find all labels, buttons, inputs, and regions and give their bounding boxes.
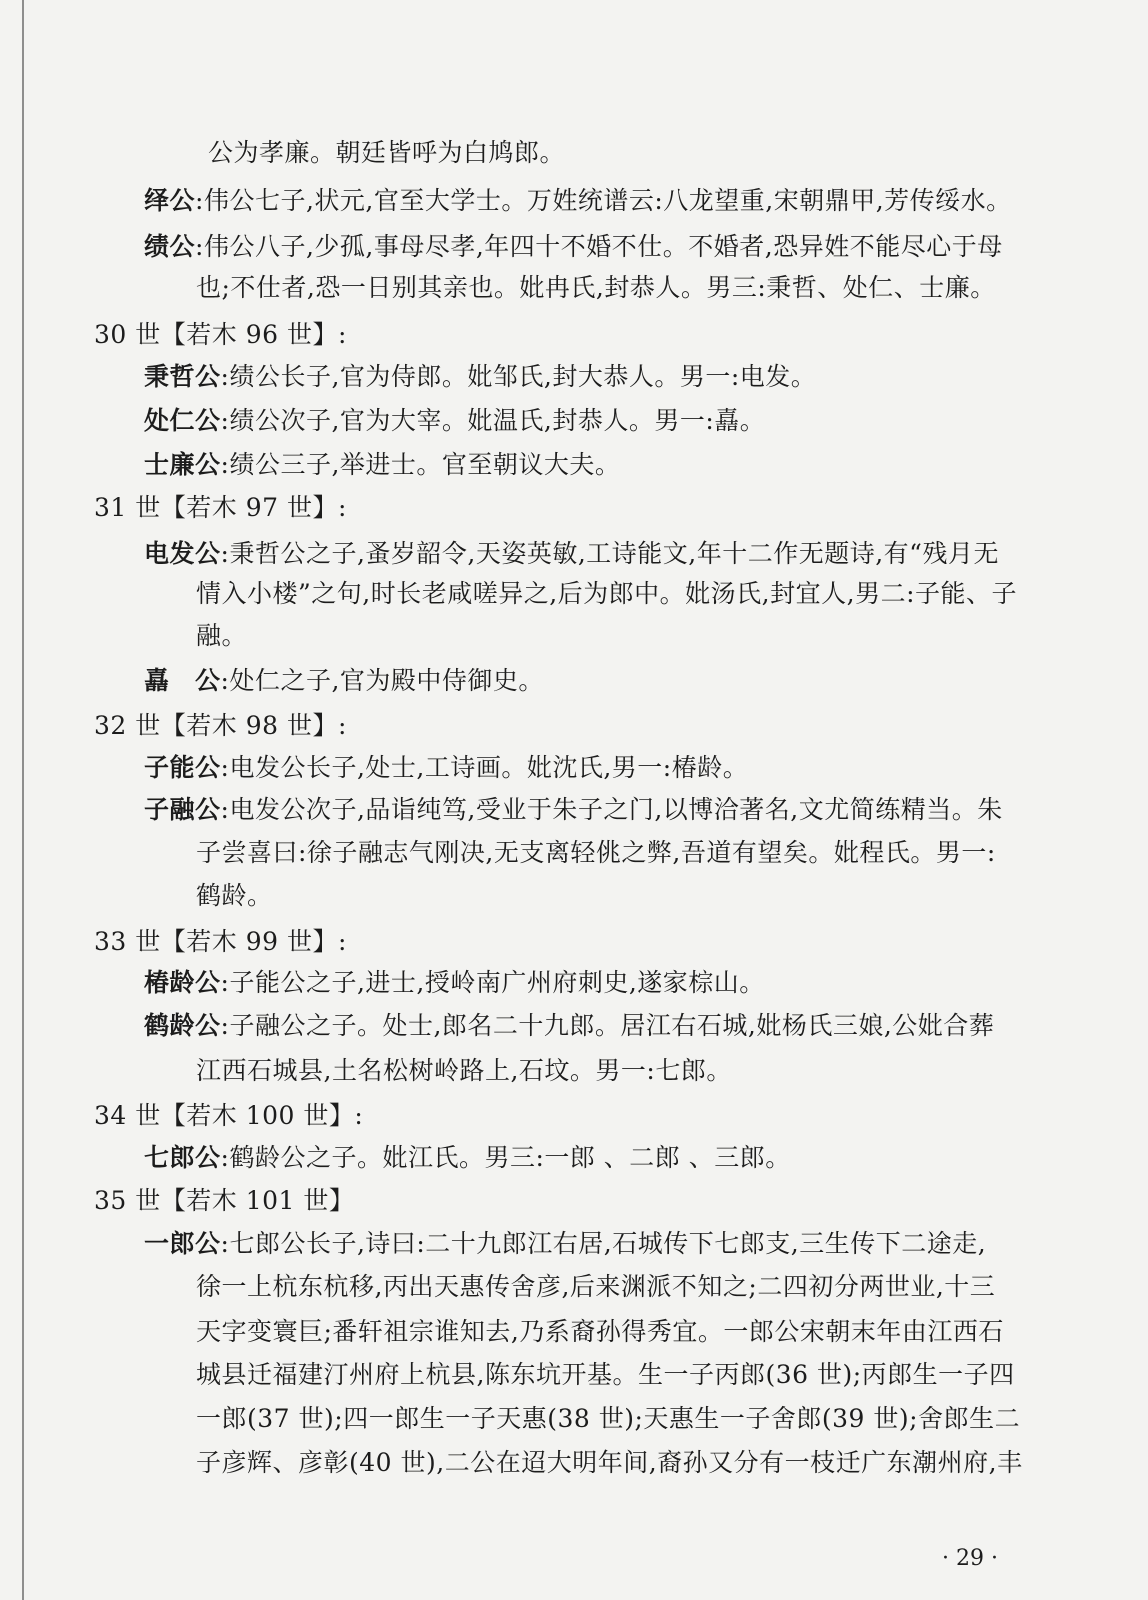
text-line: 江西石城县,土名松树岭路上,石坟。男一:七郎。 <box>196 1056 732 1085</box>
person-name: 七郎公 <box>144 1143 221 1172</box>
generation-heading: 35 世【若木 101 世】 <box>94 1186 355 1215</box>
genealogy-entry: 子能公:电发公长子,处士,工诗画。妣沈氏,男一:椿龄。 <box>144 753 749 782</box>
genealogy-entry: 绎公:伟公七子,状元,官至大学士。万姓统谱云:八龙望重,宋朝鼎甲,芳传绥水。 <box>144 186 1012 215</box>
genealogy-entry: 椿龄公:子能公之子,进士,授岭南广州府刺史,遂家棕山。 <box>144 968 765 997</box>
genealogy-entry: 秉哲公:绩公长子,官为侍郎。妣邹氏,封大恭人。男一:电发。 <box>144 362 817 391</box>
genealogy-entry: 绩公:伟公八子,少孤,事母尽孝,年四十不婚不仕。不婚者,恐异姓不能尽心于母 <box>144 232 1003 261</box>
scan-edge-line <box>22 0 24 1600</box>
person-name: 子能公 <box>144 753 221 782</box>
text-line: 一郎(37 世);四一郎生一子天惠(38 世);天惠生一子舍郎(39 世);舍郎生二 <box>196 1404 1021 1433</box>
text-line: 天字变寰巨;番轩祖宗谁知去,乃系裔孙得秀宜。一郎公宋朝末年由江西石 <box>196 1317 1004 1346</box>
genealogy-entry: 处仁公:绩公次子,官为大宰。妣温氏,封恭人。男一:嚞。 <box>144 406 766 435</box>
text-line: 鹤龄。 <box>196 881 273 910</box>
genealogy-entry: 嚞 公:处仁之子,官为殿中侍御史。 <box>144 666 544 695</box>
text-line: 城县迁福建汀州府上杭县,陈东坑开基。生一子丙郎(36 世);丙郎生一子四 <box>196 1360 1015 1389</box>
person-name: 电发公 <box>144 539 221 568</box>
genealogy-entry: 七郎公:鹤龄公之子。妣江氏。男三:一郎 、二郎 、三郎。 <box>144 1143 791 1172</box>
person-name: 一郎公 <box>144 1229 221 1258</box>
person-name: 嚞 公 <box>144 666 221 695</box>
page-number: · 29 · <box>942 1546 998 1571</box>
generation-heading: 31 世【若木 97 世】: <box>94 493 347 522</box>
genealogy-entry: 鹤龄公:子融公之子。处士,郎名二十九郎。居江右石城,妣杨氏三娘,公妣合葬 <box>144 1011 995 1040</box>
person-name: 秉哲公 <box>144 362 221 391</box>
person-name: 士廉公 <box>144 450 221 479</box>
text-line: 徐一上杭东杭移,丙出天惠传舍彦,后来渊派不知之;二四初分两世业,十三 <box>196 1272 996 1301</box>
text-line: 融。 <box>196 621 248 650</box>
text-line: 子彦辉、彦彰(40 世),二公在迢大明年间,裔孙又分有一枝迁广东潮州府,丰 <box>196 1448 1023 1477</box>
genealogy-entry: 电发公:秉哲公之子,蚤岁韶令,天姿英敏,工诗能文,年十二作无题诗,有“残月无 <box>144 539 999 568</box>
genealogy-entry: 子融公:电发公次子,品诣纯笃,受业于朱子之门,以博洽著名,文尤简练精当。朱 <box>144 795 1003 824</box>
person-name: 鹤龄公 <box>144 1011 221 1040</box>
person-name: 处仁公 <box>144 406 221 435</box>
text-line: 子尝喜曰:徐子融志气刚决,无支离轻佻之弊,吾道有望矣。妣程氏。男一: <box>196 838 996 867</box>
genealogy-entry: 一郎公:七郎公长子,诗曰:二十九郎江右居,石城传下七郎支,三生传下二途走, <box>144 1229 987 1258</box>
text-line: 也;不仕者,恐一日别其亲也。妣冉氏,封恭人。男三:秉哲、处仁、士廉。 <box>196 273 996 302</box>
person-name: 子融公 <box>144 795 221 824</box>
person-name: 绩公 <box>144 232 196 261</box>
generation-heading: 33 世【若木 99 世】: <box>94 927 347 956</box>
text-line: 公为孝廉。朝廷皆呼为白鸠郎。 <box>208 138 566 167</box>
generation-heading: 30 世【若木 96 世】: <box>94 320 347 349</box>
person-name: 绎公 <box>144 186 196 215</box>
genealogy-entry: 士廉公:绩公三子,举进士。官至朝议大夫。 <box>144 450 621 479</box>
text-line: 情入小楼”之句,时长老咸嗟异之,后为郎中。妣汤氏,封宜人,男二:子能、子 <box>196 579 1017 608</box>
person-name: 椿龄公 <box>144 968 221 997</box>
generation-heading: 34 世【若木 100 世】: <box>94 1101 364 1130</box>
generation-heading: 32 世【若木 98 世】: <box>94 711 347 740</box>
